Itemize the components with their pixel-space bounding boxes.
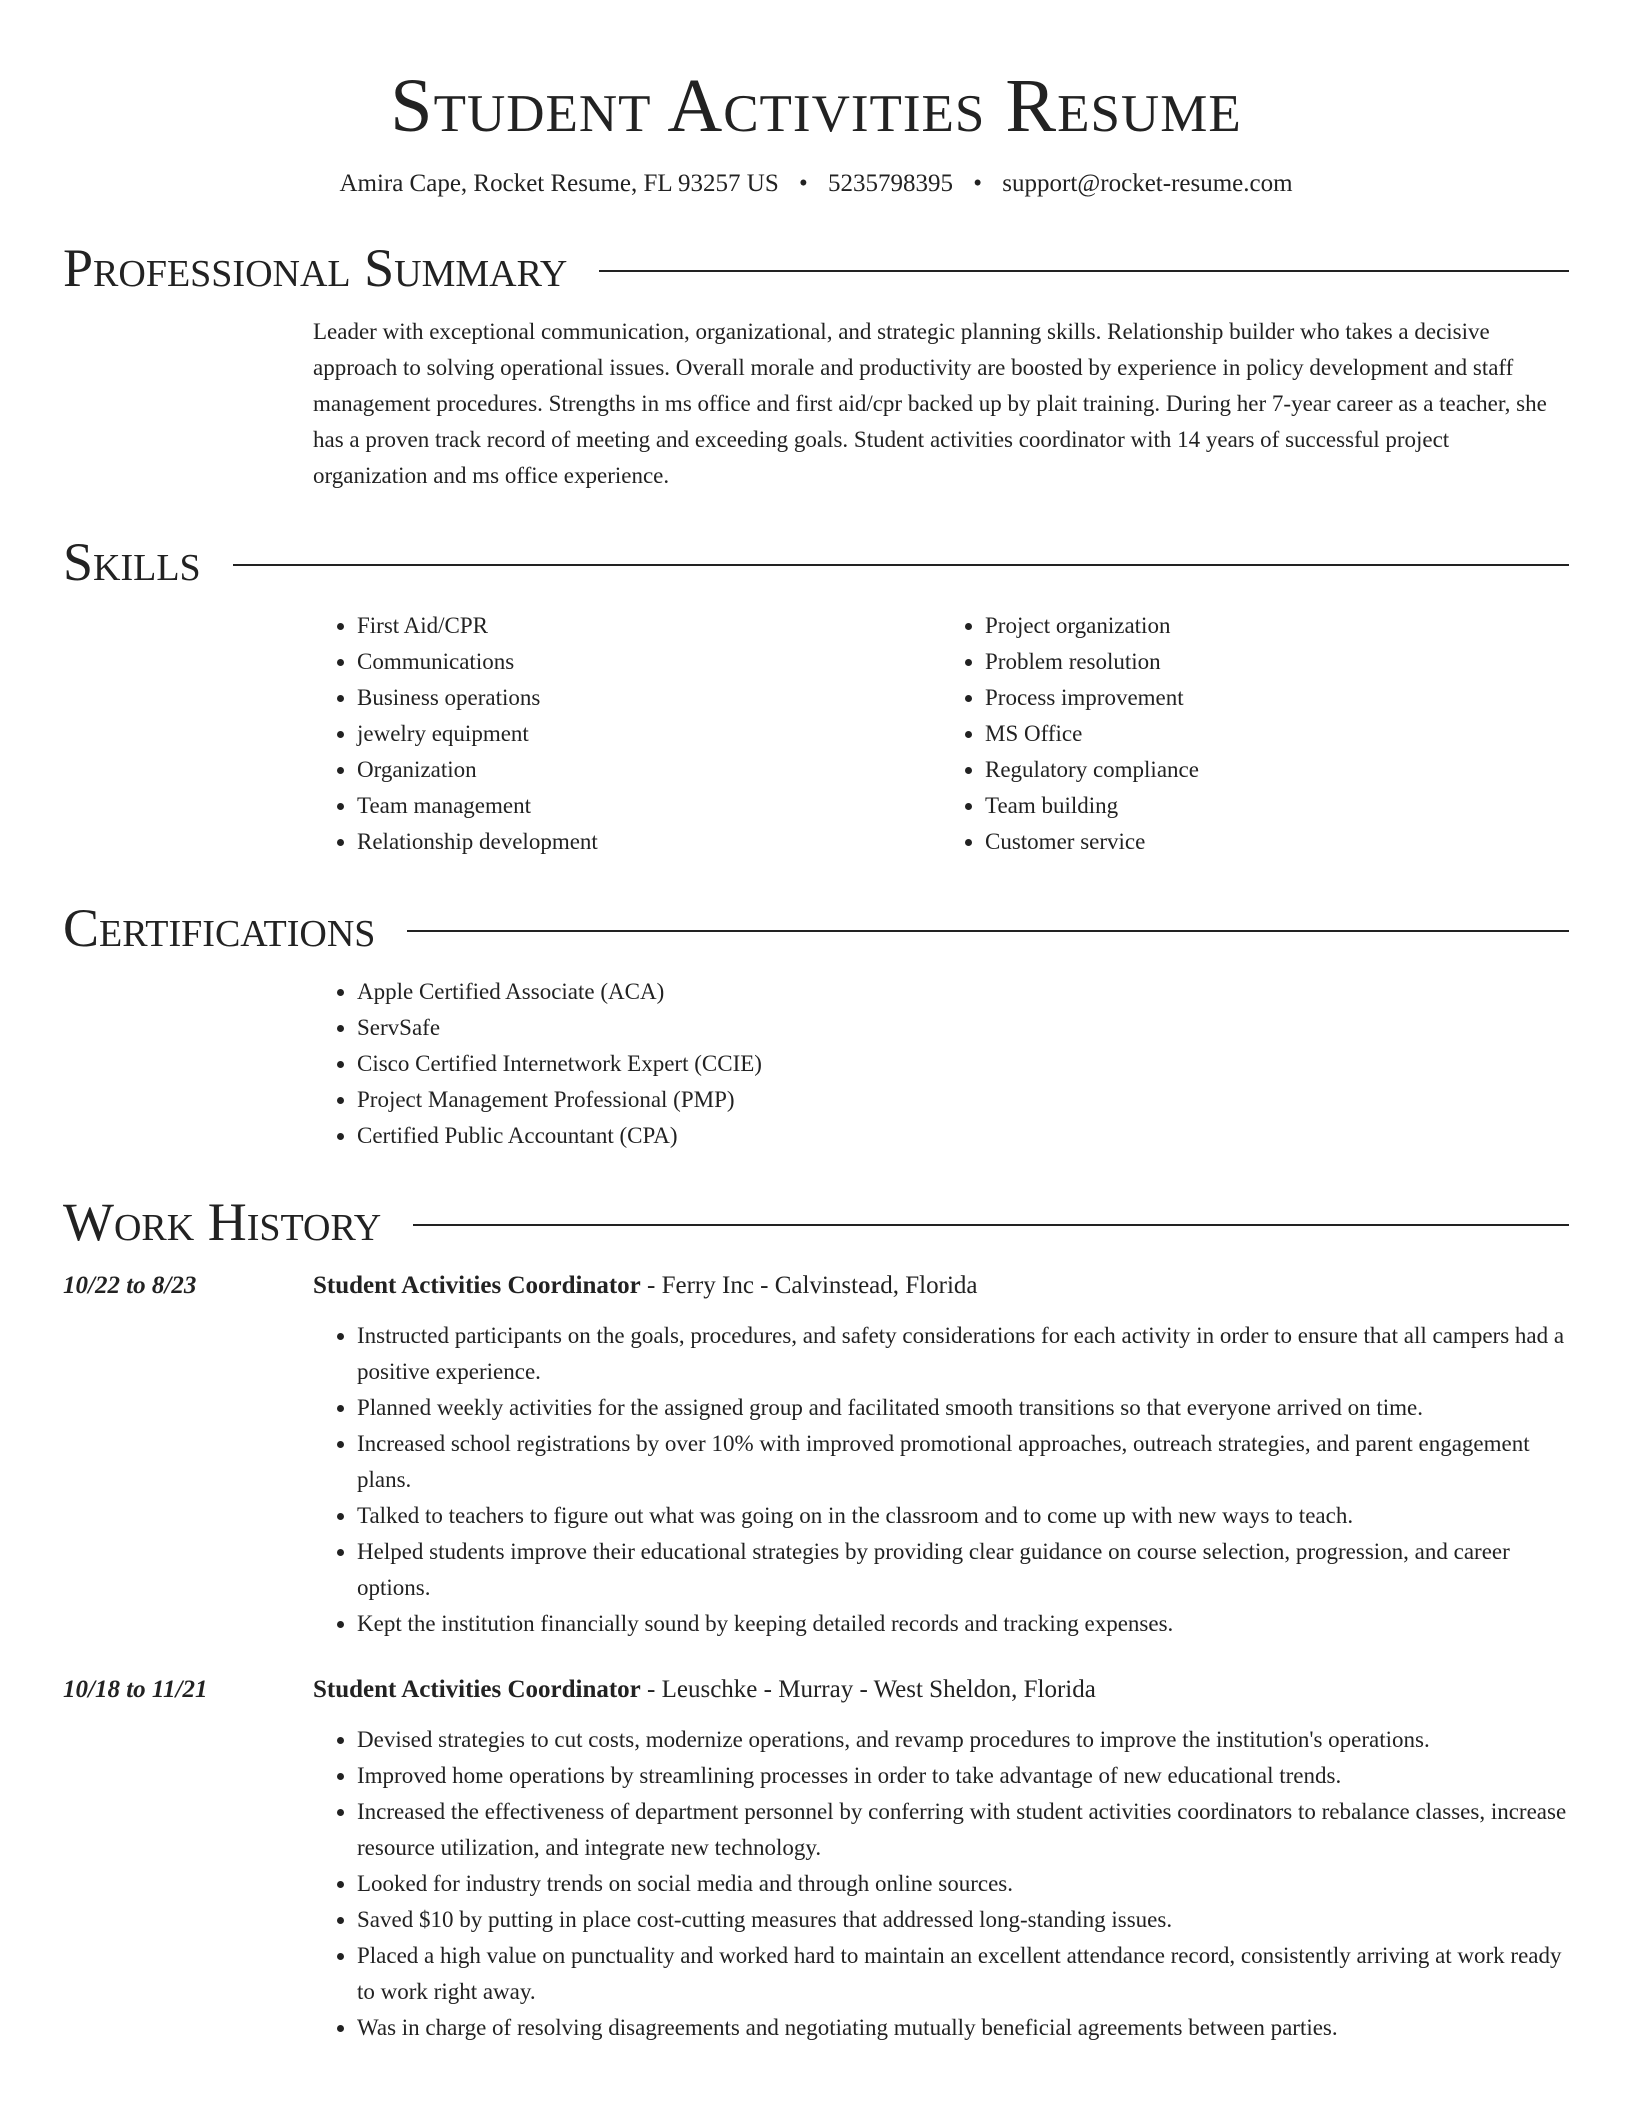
job-title: Student Activities Coordinator	[313, 1676, 641, 1703]
job-employer: - Ferry Inc - Calvinstead, Florida	[640, 1272, 978, 1299]
job-dates: 10/22 to 8/23	[63, 1272, 197, 1299]
skills-heading: Skills	[63, 532, 201, 592]
contact-line	[63, 168, 1569, 200]
skill-item: • Customer service	[985, 824, 1569, 860]
certification-item: • Certified Public Accountant (CPA)	[357, 1118, 1569, 1154]
contact-email: support@rocket-resume.com	[1002, 170, 1293, 197]
certifications-section-header	[63, 898, 1569, 958]
resume-title: Student Activities Resume	[390, 64, 1242, 148]
contact-address: Amira Cape, Rocket Resume, FL 93257 US	[339, 170, 779, 197]
job-bullet: • Devised strategies to cut costs, modernize operations, and revamp procedures to improve the institution's operations.	[357, 1722, 1569, 1758]
job-bullet: • Saved $10 by putting in place cost-cutting measures that addressed long-standing issues.	[357, 1902, 1569, 1938]
skill-item: • Process improvement	[985, 680, 1569, 716]
job-bullet: • Helped students improve their educational strategies by providing clear guidance on course selection, progression, and career options.	[357, 1534, 1569, 1606]
skills-section-header	[63, 532, 1569, 592]
job-bullet: • Kept the institution financially sound by keeping detailed records and tracking expenses.	[357, 1606, 1569, 1642]
job-dates: 10/18 to 11/21	[63, 1676, 208, 1703]
certification-item: • Cisco Certified Internetwork Expert (CCIE)	[357, 1046, 1569, 1082]
job-bullet: • Talked to teachers to figure out what was going on in the classroom and to come up with new ways to teach.	[357, 1498, 1569, 1534]
skill-item: • Communications	[357, 644, 941, 680]
certifications-list	[313, 974, 1569, 1154]
job-title: Student Activities Coordinator	[313, 1272, 641, 1299]
job-bullet: • Was in charge of resolving disagreements and negotiating mutually beneficial agreements between parties.	[357, 2010, 1569, 2046]
contact-separator: •	[973, 170, 983, 197]
skill-item: • Team management	[357, 788, 941, 824]
section-divider	[599, 270, 1569, 272]
work-section-header	[63, 1192, 1569, 1252]
job-bullet: • Instructed participants on the goals, procedures, and safety considerations for each activity in order to ensure that all campers had a positive experience.	[357, 1318, 1569, 1390]
certification-item: • ServSafe	[357, 1010, 1569, 1046]
job-entry	[63, 1268, 1569, 1642]
job-bullet: • Increased school registrations by over 10% with improved promotional approaches, outreach strategies, and parent engagement plans.	[357, 1426, 1569, 1498]
job-bullet: • Increased the effectiveness of department personnel by conferring with student activities coordinators to rebalance classes, increase resource utilization, and integrate new technology.	[357, 1794, 1569, 1866]
summary-section-header	[63, 238, 1569, 298]
certification-item: • Project Management Professional (PMP)	[357, 1082, 1569, 1118]
contact-separator: •	[798, 170, 808, 197]
job-position	[313, 1268, 978, 1304]
skill-item: • Problem resolution	[985, 644, 1569, 680]
section-divider	[233, 564, 1569, 566]
job-bullet: • Placed a high value on punctuality and worked hard to maintain an excellent attendance record, consistently arriving at work ready to work right away.	[357, 1938, 1569, 2010]
job-bullet: • Planned weekly activities for the assigned group and facilitated smooth transitions so that everyone arrived on time.	[357, 1390, 1569, 1426]
job-position	[313, 1672, 1096, 1708]
job-employer: - Leuschke - Murray - West Sheldon, Florida	[640, 1676, 1096, 1703]
summary-heading: Professional Summary	[63, 238, 568, 298]
job-bullet-list	[313, 1318, 1569, 1642]
job-entry	[63, 1672, 1569, 2046]
skills-column-left	[313, 608, 941, 860]
section-divider	[413, 1224, 1569, 1226]
summary-text: Leader with exceptional communication, organizational, and strategic planning skills. Relationship builder who takes a decisive approach to solving operational issues. Overall morale and productivity are boosted by experience in policy development and staff management procedures. Strengths in ms office and first aid/cpr backed up by plait training. During her 7-year career as a teacher, she has a proven track record of meeting and exceeding goals. Student activities coordinator with 14 years of successful project organization and ms office experience.	[313, 319, 1547, 488]
job-header	[63, 1268, 1569, 1304]
skill-item: • Team building	[985, 788, 1569, 824]
skill-item: • Regulatory compliance	[985, 752, 1569, 788]
contact-phone: 5235798395	[828, 170, 953, 197]
certification-item: • Apple Certified Associate (ACA)	[357, 974, 1569, 1010]
job-header	[63, 1672, 1569, 1708]
job-bullet: • Improved home operations by streamlining processes in order to take advantage of new educational trends.	[357, 1758, 1569, 1794]
skill-item: • Project organization	[985, 608, 1569, 644]
section-divider	[407, 930, 1569, 932]
skills-list	[313, 608, 1569, 860]
certifications-heading: Certifications	[63, 898, 376, 958]
skill-item: • Business operations	[357, 680, 941, 716]
skill-item: • Relationship development	[357, 824, 941, 860]
skill-item: • jewelry equipment	[357, 716, 941, 752]
job-bullet-list	[313, 1722, 1569, 2046]
skill-item: • Organization	[357, 752, 941, 788]
skill-item: • MS Office	[985, 716, 1569, 752]
skills-column-right	[941, 608, 1569, 860]
skill-item: • First Aid/CPR	[357, 608, 941, 644]
job-bullet: • Looked for industry trends on social media and through online sources.	[357, 1866, 1569, 1902]
work-heading: Work History	[63, 1192, 382, 1252]
